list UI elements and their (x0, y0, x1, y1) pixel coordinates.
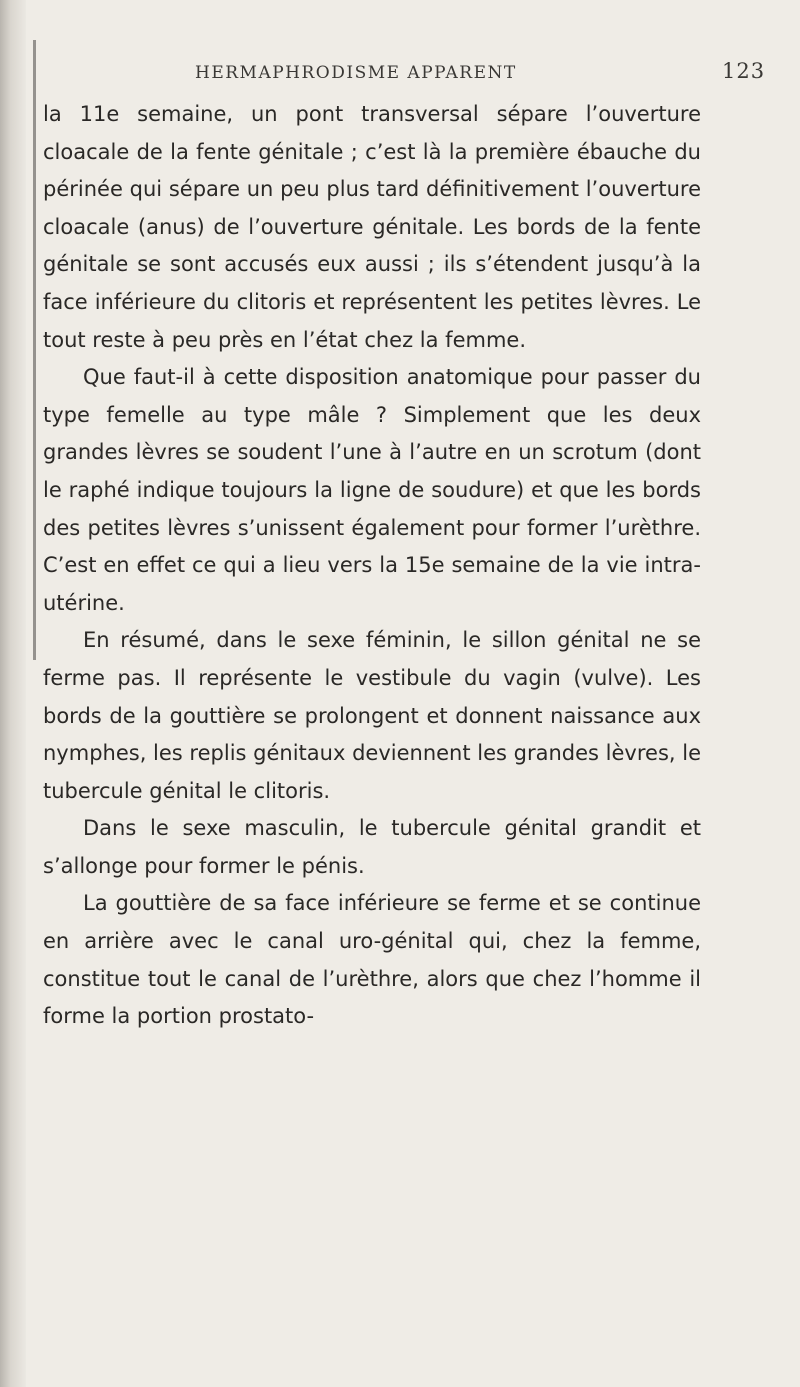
paragraph-1: la 11e semaine, un pont transversal sépare l’ouverture cloacale de la fente génitale ; c’est là la première ébauche du périnée qui sépare un peu plus tard définitivement l’ouverture cloacale (anus) de l’ouverture génitale. Les bords de la fente génitale se sont accusés eux aussi ; ils s’étendent jusqu’à la face inférieure du clitoris et représentent les petites lèvres. Le tout reste à peu près en l’état chez la femme. (43, 102, 701, 352)
page-number: 123 (722, 59, 766, 83)
paragraph-3: En résumé, dans le sexe féminin, le sillon génital ne se ferme pas. Il représente le vestibule du vagin (vulve). Les bords de la gouttière se prolongent et donnent naissance aux nymphes, les replis génitaux deviennent les grandes lèvres, le tubercule génital le clitoris. (43, 628, 701, 803)
paragraph-2: Que faut-il à cette disposition anatomique pour passer du type femelle au type mâle ? Simplement que les deux grandes lèvres se soudent l’une à l’autre en un scrotum (dont le raphé indique toujours la ligne de soudure) et que les bords des petites lèvres s’unissent également pour former l’urèthre. C’est en effet ce qui a lieu vers la 15e semaine de la vie intra-utérine. (43, 365, 701, 615)
paragraph-5: La gouttière de sa face inférieure se ferme et se continue en arrière avec le canal uro-génital qui, chez la femme, constitue tout le canal de l’urèthre, alors que chez l’homme il forme la portion prostato- (43, 891, 701, 1029)
paragraph-4: Dans le sexe masculin, le tubercule génital grandit et s’allonge pour former le pénis. (43, 816, 701, 878)
running-title: HERMAPHRODISME APPARENT (195, 63, 517, 83)
running-head (30, 59, 800, 93)
body-text (43, 96, 701, 1036)
